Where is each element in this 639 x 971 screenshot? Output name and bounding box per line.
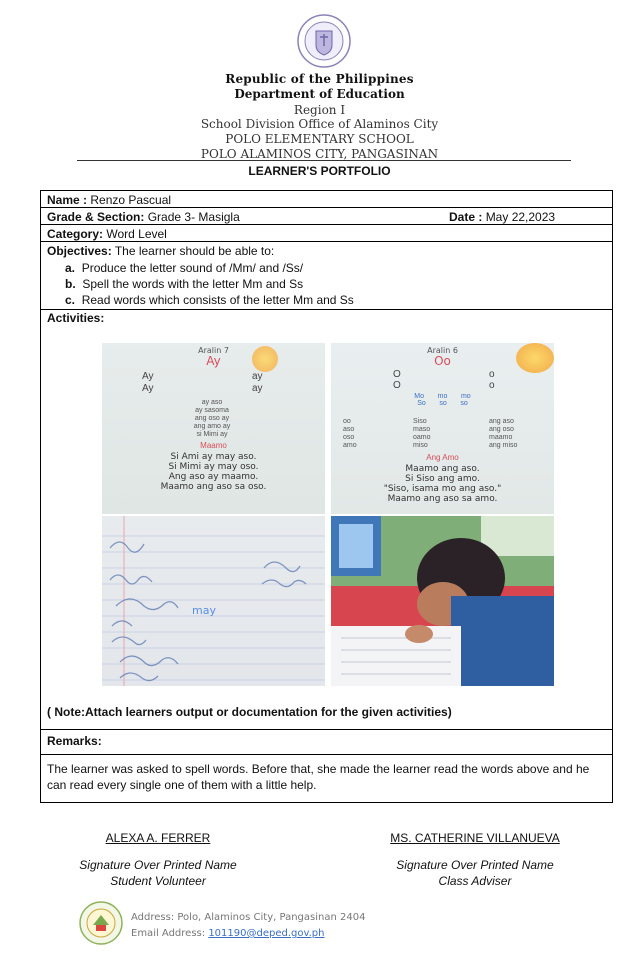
chart-heading: Oo xyxy=(434,354,451,368)
school-address-heading: POLO ALAMINOS CITY, PANGASINAN xyxy=(200,147,439,161)
remarks-label: Remarks: xyxy=(47,734,102,748)
volunteer-name: ALEXA A. FERRER xyxy=(105,831,211,845)
page-title: LEARNER'S PORTFOLIO xyxy=(248,164,391,178)
objective-item: b. Spell the words with the letter Mm and Ss xyxy=(65,277,304,291)
chart-title: Aralin 6 xyxy=(427,346,458,355)
name-row xyxy=(47,193,171,207)
objectives-row xyxy=(40,241,613,310)
footer-email-label: Email Address: xyxy=(131,928,206,939)
objective-item: a. Produce the letter sound of /Mm/ and /Ss/ xyxy=(65,261,304,275)
school-logo xyxy=(79,901,123,945)
date-value: May 22,2023 xyxy=(485,210,556,224)
name-label: Name : xyxy=(47,193,88,207)
sun-icon xyxy=(252,346,278,372)
footer-address: Address: Polo, Alaminos City, Pangasinan 2404 xyxy=(131,912,366,923)
grade-row xyxy=(40,207,613,225)
attachment-note: ( Note:Attach learners output or documentation for the given activities) xyxy=(47,705,452,719)
chart-heading: Ay xyxy=(206,354,221,368)
chart-lines: Maamo ang aso. Si Siso ang amo. "Siso, isama mo ang aso." Maamo ang aso sa amo. xyxy=(383,464,502,504)
objectives-intro: The learner should be able to: xyxy=(114,244,275,258)
activity-photo-notebook xyxy=(102,516,325,686)
department-heading: Department of Education xyxy=(234,87,405,101)
category-value: Word Level xyxy=(106,227,167,241)
adviser-signature-caption: Signature Over Printed Name xyxy=(396,858,554,872)
footer-email-link[interactable]: 101190@deped.gov.ph xyxy=(208,928,325,939)
school-heading: POLO ELEMENTARY SCHOOL xyxy=(225,132,414,146)
activities-label: Activities: xyxy=(47,311,105,325)
grade-value: Grade 3- Masigla xyxy=(147,210,240,224)
category-label: Category: xyxy=(47,227,104,241)
objectives-label: Objectives: xyxy=(47,244,112,258)
activity-photo-aralin-7: Aralin 7 Ay Ay ay Ay ay ay aso ay sasoma ang oso ay ang amo ay si Mimi ay Maamo Si Ami ay may aso. Si Mimi ay may oso. Ang aso ay maamo. Maamo ang aso sa oso. xyxy=(102,343,325,514)
name-value: Renzo Pascual xyxy=(90,193,172,207)
svg-text:may: may xyxy=(192,604,216,617)
activity-photo-learner-writing xyxy=(331,516,554,686)
volunteer-signature-caption: Signature Over Printed Name xyxy=(79,858,237,872)
header-divider xyxy=(77,160,571,161)
grade-label: Grade & Section: xyxy=(47,210,145,224)
region-heading: Region I xyxy=(293,103,346,117)
adviser-role: Class Adviser xyxy=(438,874,512,888)
learner-writing-illustration xyxy=(331,516,554,686)
sun-icon xyxy=(516,343,554,373)
category-row xyxy=(40,224,613,242)
remarks-divider xyxy=(40,754,613,755)
notebook-page-illustration xyxy=(102,516,325,686)
deped-seal-logo xyxy=(297,14,351,68)
objective-item: c. Read words which consists of the letter Mm and Ss xyxy=(65,293,354,307)
chart-lines: Si Ami ay may aso. Si Mimi ay may oso. Ang aso ay maamo. Maamo ang aso sa oso. xyxy=(160,452,267,492)
activity-photo-aralin-6: Aralin 6 Oo O O o o Mo mo mo So so so oo aso oso amo Siso maso oamo miso ang aso ang oso maamo ang miso Ang Amo Maamo ang aso. Si Siso ang amo. "Siso, isama mo ang aso." Maamo ang aso sa amo. xyxy=(331,343,554,514)
chart-title: Aralin 7 xyxy=(198,346,229,355)
remarks-row xyxy=(40,729,613,804)
remarks-text: The learner was asked to spell words. Before that, she made the learner read the words above and he can read every single one of them with a little help. xyxy=(47,762,590,792)
volunteer-role: Student Volunteer xyxy=(110,874,206,888)
date-label: Date : xyxy=(449,210,483,224)
division-heading: School Division Office of Alaminos City xyxy=(200,117,439,131)
adviser-name: MS. CATHERINE VILLANUEVA xyxy=(390,831,560,845)
republic-heading: Republic of the Philippines xyxy=(225,72,414,86)
footer-email-row xyxy=(131,928,324,939)
